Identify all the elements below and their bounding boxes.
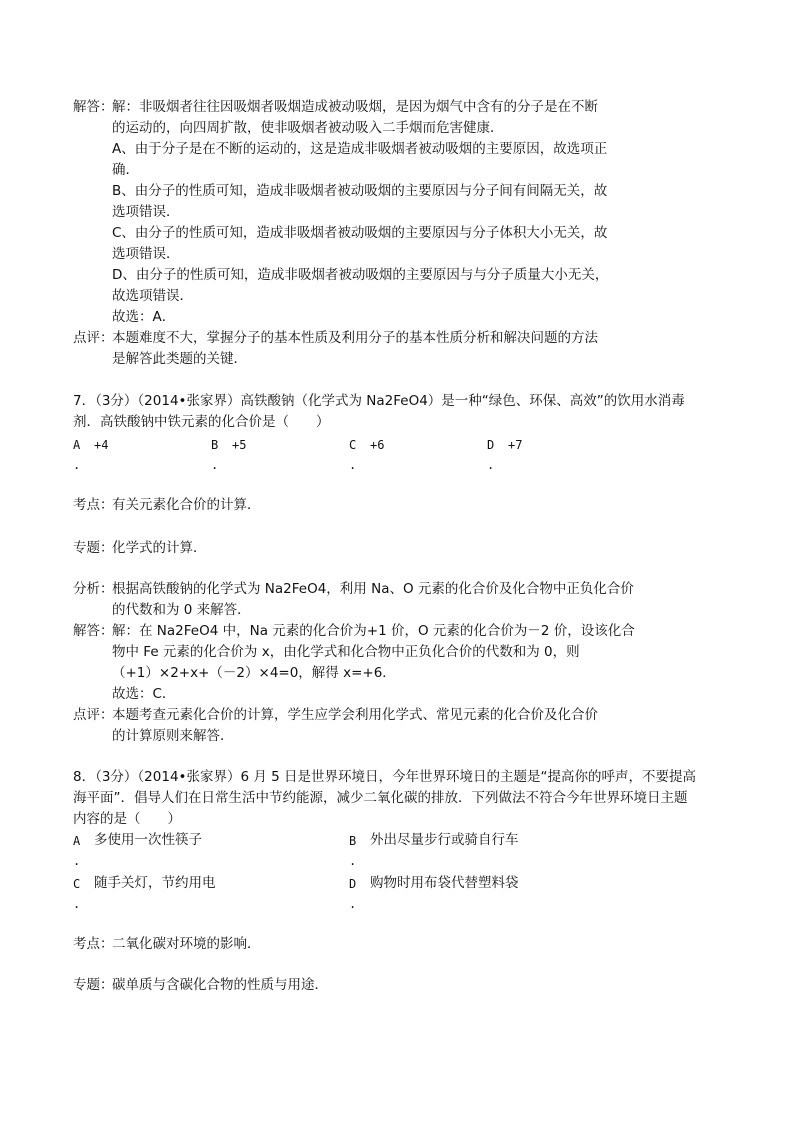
q8-option-c-text: 随手关灯，节约用电 <box>94 875 216 891</box>
q7-answer-label: 解答： <box>73 623 114 639</box>
q7-answer-line-4: 故选：C． <box>112 686 176 702</box>
q7-option-d-dot: . <box>487 458 495 472</box>
q6-answer-line-3: A、由于分子是在不断的运动的，这是造成非吸烟者被动吸烟的主要原因，故选项正 <box>112 141 608 157</box>
q7-stem-line-2: 剂．高铁酸钠中铁元素的化合价是（ ） <box>73 414 330 430</box>
q7-option-a-dot: . <box>73 458 81 472</box>
q6-answer-line-1: 解：非吸烟者往往因吸烟者吸烟造成被动吸烟，是因为烟气中含有的分子是在不断 <box>112 99 598 115</box>
q7-option-b-letter: B <box>211 438 219 452</box>
q6-answer-line-11: 故选：A． <box>112 309 176 325</box>
q8-stem-line-2: 海平面”．倡导人们在日常生活中节约能源，减少二氧化碳的排放．下列做法不符合今年世界环境日主题 <box>73 790 688 806</box>
q8-option-a-letter: A <box>73 834 81 848</box>
q7-comment-line-1: 本题考查元素化合价的计算，学生应学会利用化学式、常见元素的化合价及化合价 <box>112 707 598 723</box>
q8-option-d-dot: . <box>349 897 357 911</box>
q7-kaodian-label: 考点： <box>73 497 114 513</box>
q6-answer-line-4: 确． <box>112 162 139 178</box>
q6-answer-line-10: 故选项错误． <box>112 288 193 304</box>
q7-fenxi-label: 分析： <box>73 581 114 597</box>
q7-option-c-dot: . <box>349 458 357 472</box>
q7-comment-line-2: 的计算原则来解答． <box>112 728 234 744</box>
q8-option-d-letter: D <box>349 877 357 891</box>
q7-fenxi-line-2: 的代数和为 0 来解答． <box>112 602 251 618</box>
q6-answer-label: 解答： <box>73 99 114 115</box>
q8-kaodian: 二氧化碳对环境的影响． <box>112 936 261 952</box>
q7-answer-line-1: 解：在 Na2FeO4 中，Na 元素的化合价为+1 价，O 元素的化合价为－2 价，设该化合 <box>112 623 635 639</box>
q8-kaodian-label: 考点： <box>73 936 114 952</box>
q7-option-c-text: +6 <box>370 438 385 452</box>
q6-answer-line-7: C、由分子的性质可知，造成非吸烟者被动吸烟的主要原因与分子体积大小无关，故 <box>112 225 608 241</box>
q7-kaodian: 有关元素化合价的计算． <box>112 497 261 513</box>
q7-answer-line-2: 物中 Fe 元素的化合价为 x，由化学式和化合物中正负化合价的代数和为 0，则 <box>112 644 580 660</box>
q8-stem-line-3: 内容的是（ ） <box>73 811 181 827</box>
q7-option-b-dot: . <box>211 458 219 472</box>
q7-stem-line-1: 7．（3分）（2014•张家界）高铁酸钠（化学式为 Na2FeO4）是一种“绿色、环保、高效”的饮用水消毒 <box>73 393 685 409</box>
q8-zhuanti: 碳单质与含碳化合物的性质与用途． <box>112 977 328 993</box>
q6-answer-line-9: D、由分子的性质可知，造成非吸烟者被动吸烟的主要原因与与分子质量大小无关， <box>112 267 609 283</box>
q8-option-c-letter: C <box>73 877 81 891</box>
q7-option-d-letter: D <box>487 438 495 452</box>
q7-fenxi-line-1: 根据高铁酸钠的化学式为 Na2FeO4，利用 Na、O 元素的化合价及化合物中正负化合价 <box>112 581 634 597</box>
q8-option-a-dot: . <box>73 854 81 868</box>
q8-option-b-dot: . <box>349 854 357 868</box>
q8-zhuanti-label: 专题： <box>73 977 114 993</box>
q8-stem-line-1: 8．（3分）（2014•张家界）6 月 5 日是世界环境日，今年世界环境日的主题是“提高你的呼声，不要提高 <box>73 769 697 785</box>
q6-answer-line-5: B、由分子的性质可知，造成非吸烟者被动吸烟的主要原因与分子间有间隔无关，故 <box>112 183 608 199</box>
q6-comment-label: 点评： <box>73 330 114 346</box>
q8-option-b-text: 外出尽量步行或骑自行车 <box>370 832 519 848</box>
q7-option-b-text: +5 <box>232 438 247 452</box>
q7-zhuanti: 化学式的计算． <box>112 540 207 556</box>
q6-answer-line-2: 的运动的，向四周扩散，使非吸烟者被动吸入二手烟而危害健康． <box>112 120 504 136</box>
q7-zhuanti-label: 专题： <box>73 540 114 556</box>
q7-option-d-text: +7 <box>508 438 523 452</box>
q7-answer-line-3: （+1）×2+x+（－2）×4=0，解得 x=+6． <box>112 665 396 681</box>
q7-option-a-text: +4 <box>94 438 109 452</box>
q6-answer-line-6: 选项错误． <box>112 204 180 220</box>
q8-option-c-dot: . <box>73 897 81 911</box>
q7-option-a-letter: A <box>73 438 81 452</box>
q8-option-b-letter: B <box>349 834 357 848</box>
q6-answer-line-8: 选项错误． <box>112 246 180 262</box>
q7-comment-label: 点评： <box>73 707 114 723</box>
q6-comment-line-1: 本题难度不大，掌握分子的基本性质及利用分子的基本性质分析和解决问题的方法 <box>112 330 598 346</box>
q8-option-a-text: 多使用一次性筷子 <box>94 832 202 848</box>
q6-comment-line-2: 是解答此类题的关键． <box>112 351 247 367</box>
q8-option-d-text: 购物时用布袋代替塑料袋 <box>370 875 519 891</box>
q7-option-c-letter: C <box>349 438 357 452</box>
